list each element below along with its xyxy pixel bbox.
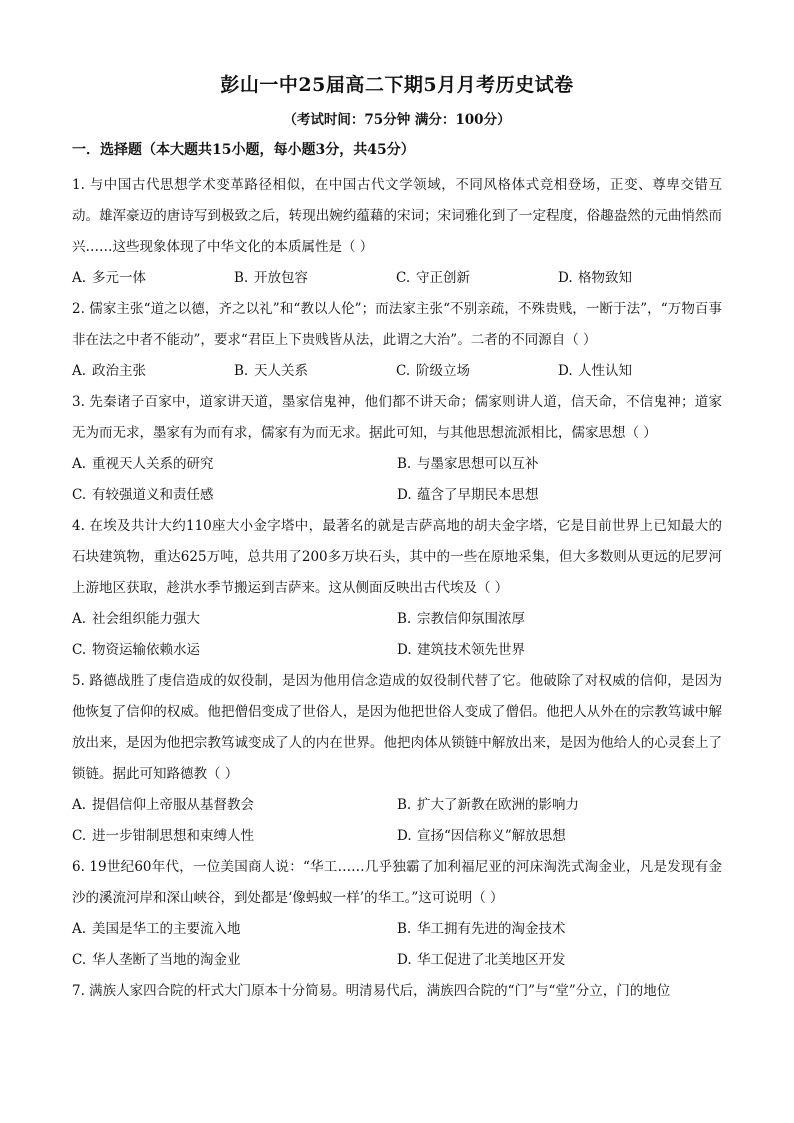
question-6 — [72, 852, 722, 976]
option-a[interactable]: A. 政治主张 — [72, 363, 146, 379]
section-heading: 一．选择题（本大题共15小题，每小题3分，共45分） — [72, 142, 415, 158]
option-c[interactable]: C. 华人垄断了当地的淘金业 — [72, 952, 241, 968]
question-1 — [72, 170, 722, 294]
question-4 — [72, 511, 722, 666]
option-c[interactable]: C. 进一步钳制思想和束缚人性 — [72, 828, 254, 844]
options-grid — [72, 449, 722, 511]
option-d[interactable]: D. 建筑技术领先世界 — [397, 642, 525, 658]
option-d[interactable]: D. 宣扬“因信称义”解放思想 — [397, 828, 566, 844]
question-stem: 3. 先秦诸子百家中，道家讲天道，墨家信鬼神，他们都不讲天命；儒家则讲人道，信天命，不信鬼神；道家无为而无求，墨家有为而有求，儒家有为而无求。据此可知，与其他思想流派相比，儒家思想（ ） — [72, 394, 722, 441]
questions-container — [72, 170, 722, 1007]
question-3 — [72, 387, 722, 511]
option-c[interactable]: C. 物资运输依赖水运 — [72, 642, 200, 658]
option-d[interactable]: D. 华工促进了北美地区开发 — [397, 952, 566, 968]
exam-subtitle: （考试时间：75分钟 满分：100分） — [283, 112, 511, 128]
exam-title: 彭山一中25届高二下期5月月考历史试卷 — [220, 74, 574, 96]
option-c[interactable]: C. 有较强道义和责任感 — [72, 487, 214, 503]
option-a[interactable]: A. 重视天人关系的研究 — [72, 456, 214, 472]
option-b[interactable]: B. 华工拥有先进的淘金技术 — [397, 921, 566, 937]
question-stem: 7. 满族人家四合院的杆式大门原本十分简易。明清易代后，满族四合院的“门”与“堂”分立，门的地位 — [72, 983, 671, 999]
option-b[interactable]: B. 宗教信仰氛围浓厚 — [397, 611, 525, 627]
options-row — [72, 263, 722, 294]
option-a[interactable]: A. 提倡信仰上帝服从基督教会 — [72, 797, 254, 813]
option-c[interactable]: C. 守正创新 — [396, 270, 470, 286]
option-b[interactable]: B. 与墨家思想可以互补 — [397, 456, 539, 472]
option-b[interactable]: B. 开放包容 — [234, 270, 308, 286]
option-c[interactable]: C. 阶级立场 — [396, 363, 470, 379]
option-a[interactable]: A. 多元一体 — [72, 270, 146, 286]
option-a[interactable]: A. 美国是华工的主要流入地 — [72, 921, 241, 937]
option-b[interactable]: B. 天人关系 — [234, 363, 308, 379]
question-7 — [72, 976, 722, 1007]
option-d[interactable]: D. 蕴含了早期民本思想 — [397, 487, 539, 503]
question-stem: 1. 与中国古代思想学术变革路径相似，在中国古代文学领域，不同风格体式竞相登场，正变、尊卑交错互动。雄浑豪迈的唐诗写到极致之后，转现出婉约蕴藉的宋词；宋词雅化到了一定程度，俗趣盎然的元曲悄然而兴……这些现象体现了中华文化的本质属性是（ ） — [72, 177, 722, 255]
option-a[interactable]: A. 社会组织能力强大 — [72, 611, 200, 627]
option-d[interactable]: D. 人性认知 — [558, 363, 632, 379]
options-row — [72, 356, 722, 387]
question-stem: 4. 在埃及共计大约110座大小金字塔中，最著名的就是吉萨高地的胡夫金字塔，它是目前世界上已知最大的石块建筑物，重达625万吨，总共用了200多万块石头，其中的一些在原地采集，但大多数则从更远的尼罗河上游地区获取，趁洪水季节搬运到吉萨来。这从侧面反映出古代埃及（ ） — [72, 518, 722, 596]
options-grid — [72, 914, 722, 976]
question-2 — [72, 294, 722, 387]
question-5 — [72, 666, 722, 852]
options-grid — [72, 604, 722, 666]
option-b[interactable]: B. 扩大了新教在欧洲的影响力 — [397, 797, 579, 813]
question-stem: 6. 19世纪60年代，一位美国商人说：“华工……几乎独霸了加利福尼亚的河床淘洗式淘金业，凡是发现有金沙的溪流河岸和深山峡谷，到处都是‘像蚂蚁一样’的华工。”这可说明（ ） — [72, 859, 722, 906]
question-stem: 2. 儒家主张“道之以德，齐之以礼”和“教以人伦”；而法家主张“不别亲疏，不殊贵贱，一断于法”，“万物百事非在法之中者不能动”，要求“君臣上下贵贱皆从法，此谓之大治”。二者的不同源自（ ） — [72, 301, 722, 348]
options-grid — [72, 790, 722, 852]
option-d[interactable]: D. 格物致知 — [558, 270, 632, 286]
question-stem: 5. 路德战胜了虔信造成的奴役制，是因为他用信念造成的奴役制代替了它。他破除了对权威的信仰，是因为他恢复了信仰的权威。他把僧侣变成了世俗人，是因为他把世俗人变成了僧侣。他把人从外在的宗教笃诚中解放出来，是因为他把宗教笃诚变成了人的内在世界。他把肉体从锁链中解放出来，是因为他给人的心灵套上了锁链。据此可知路德教（ ） — [72, 673, 722, 782]
